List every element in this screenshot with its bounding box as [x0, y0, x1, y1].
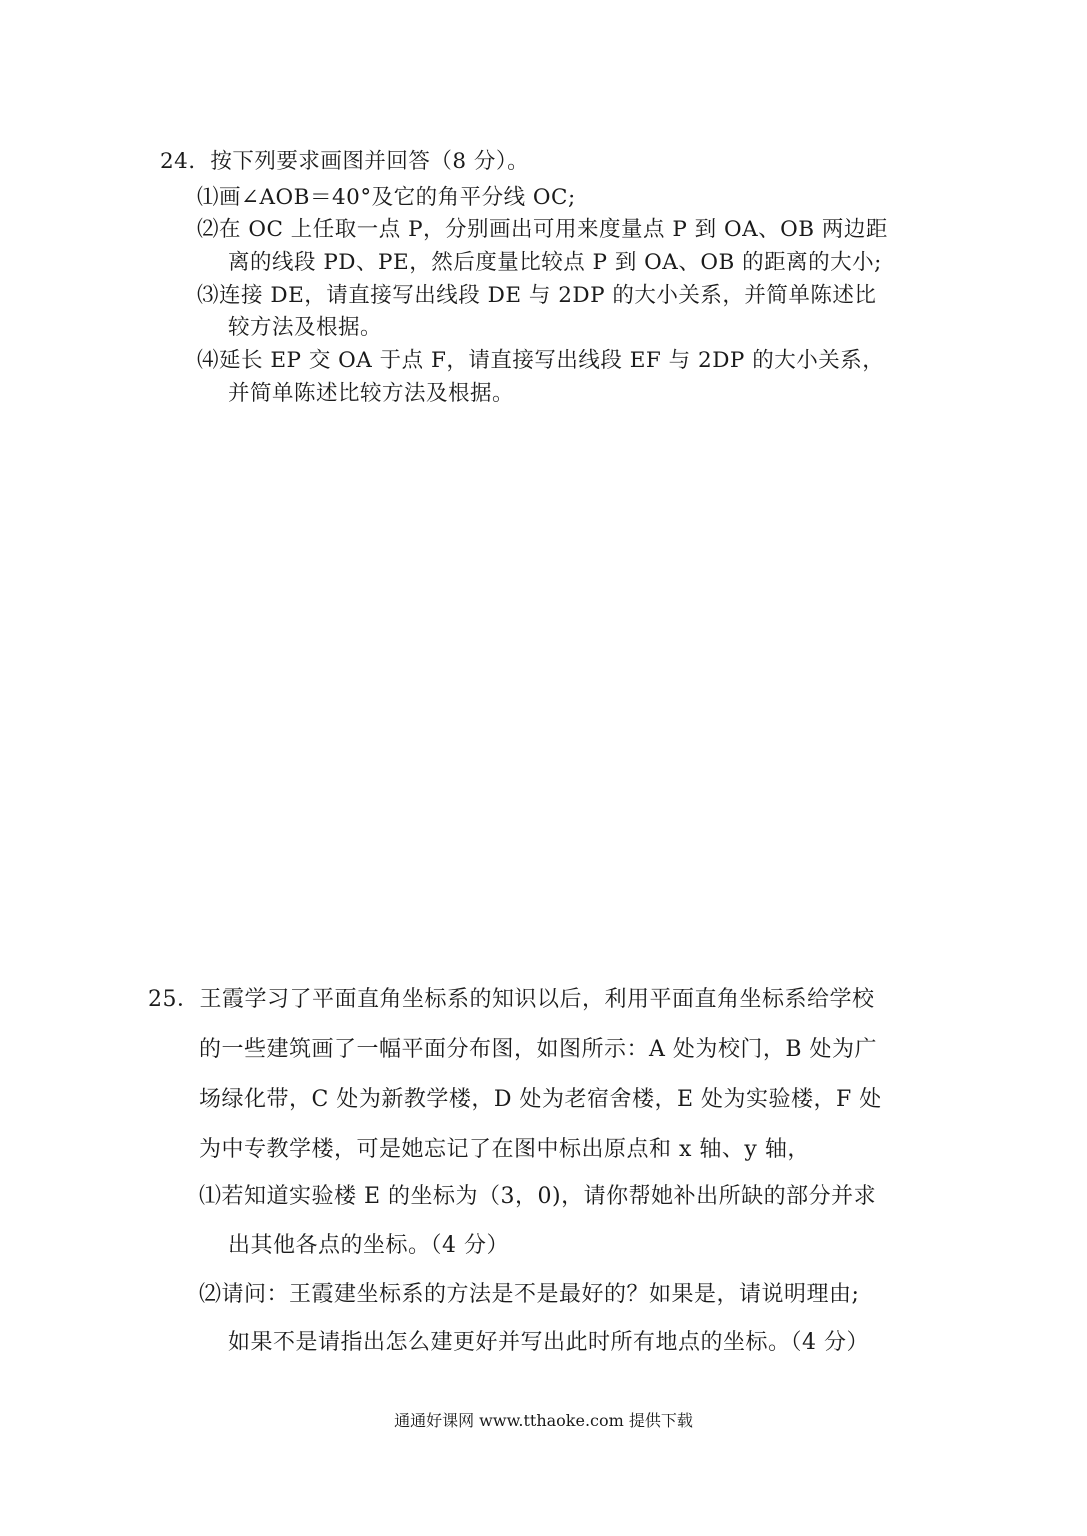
page-footer: 通通好课网 www.tthaoke.com 提供下载	[394, 1411, 693, 1430]
question-25-line-2: 的一些建筑画了一幅平面分布图，如图所示：A 处为校门，B 处为广	[199, 1037, 878, 1062]
question-24-part-1: ⑴画∠AOB＝40°及它的角平分线 OC;	[197, 185, 576, 210]
question-24-part-3-cont: 较方法及根据。	[228, 315, 383, 340]
question-25-line-3: 场绿化带，C 处为新教学楼，D 处为老宿舍楼，E 处为实验楼，F 处	[199, 1087, 882, 1112]
question-24-part-2-cont: 离的线段 PD、PE，然后度量比较点 P 到 OA、OB 的距离的大小;	[228, 250, 882, 275]
question-24-title: 24．按下列要求画图并回答（8 分）。	[160, 149, 530, 174]
question-25-line-1: 25．王霞学习了平面直角坐标系的知识以后，利用平面直角坐标系给学校	[148, 987, 875, 1012]
question-24-part-3: ⑶连接 DE，请直接写出线段 DE 与 2DP 的大小关系，并简单陈述比	[197, 283, 877, 308]
question-25-part-2: ⑵请问：王霞建坐标系的方法是不是最好的？如果是，请说明理由;	[199, 1282, 860, 1307]
question-24-part-2: ⑵在 OC 上任取一点 P，分别画出可用来度量点 P 到 OA、OB 两边距	[197, 217, 888, 242]
question-24-part-4-cont: 并简单陈述比较方法及根据。	[228, 381, 515, 406]
question-25-part-1-cont: 出其他各点的坐标。（4 分）	[228, 1233, 509, 1258]
question-24-part-4: ⑷延长 EP 交 OA 于点 F，请直接写出线段 EF 与 2DP 的大小关系，	[197, 348, 885, 373]
question-25-part-2-cont: 如果不是请指出怎么建更好并写出此时所有地点的坐标。（4 分）	[228, 1330, 869, 1355]
question-25-line-4: 为中专教学楼，可是她忘记了在图中标出原点和 x 轴、y 轴，	[199, 1137, 810, 1162]
question-25-part-1: ⑴若知道实验楼 E 的坐标为（3，0)，请你帮她补出所缺的部分并求	[199, 1184, 877, 1209]
